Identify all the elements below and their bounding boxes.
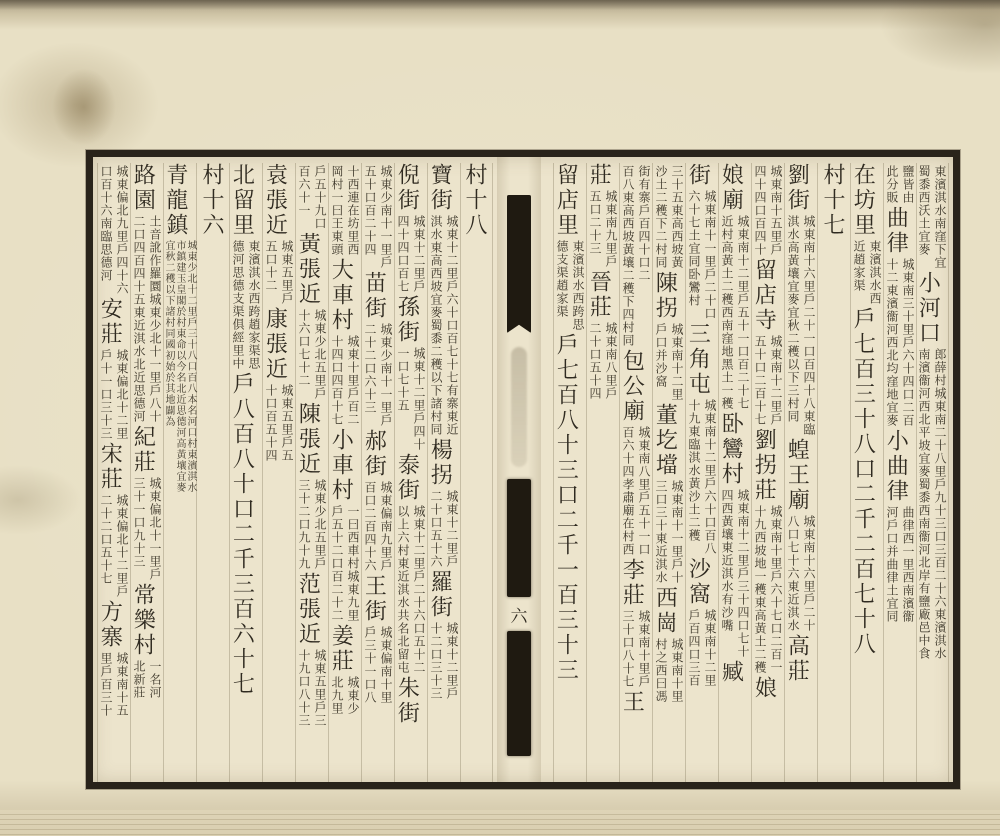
annotation-line: 城東南十六里戶二十一口百四十八東臨 — [802, 215, 816, 436]
entry-name: 三角屯 — [686, 322, 712, 397]
text-column — [784, 163, 817, 782]
entry-name: 戶七百三十八口二千二百七十八 — [851, 307, 877, 657]
entry-name: 路園 — [131, 163, 157, 213]
annotation-line: 城東南十二里 — [703, 609, 717, 687]
annotation-line: 城東五里戶五 — [280, 384, 294, 462]
annotation-line: 城東南十二里戶五十一口百二十七 — [736, 215, 750, 410]
entry-name: 莊 — [587, 163, 613, 188]
text-column — [916, 163, 949, 782]
annotation-line: 戶五十二口百二十二 — [330, 505, 344, 622]
text-column — [427, 163, 460, 782]
annotation — [329, 505, 361, 622]
entry-name: 安莊 — [98, 297, 124, 347]
annotation-line: 街有寨戶百四十口二 — [637, 165, 651, 282]
entry-name: 卧鸞村 — [719, 412, 745, 487]
annotation-line: 德河思德支渠俱經里中 — [231, 240, 245, 370]
annotation-line: 一口七十五 — [396, 347, 410, 412]
annotation-line: 城東十二里戶 — [445, 622, 459, 700]
annotation-line: 城東南十二里戶三十四口七十 — [736, 489, 750, 658]
entry-name: 姜莊 — [329, 624, 355, 674]
entry-name: 朱街 — [395, 676, 421, 726]
annotation-line: 八口七十六東近淇水 — [786, 515, 800, 632]
text-column — [295, 163, 328, 782]
annotation-line: 城東南十五里戶 — [769, 165, 783, 256]
annotation — [884, 506, 916, 623]
annotation-line: 城東南八里戶五十一口 — [637, 426, 651, 556]
annotation — [395, 347, 427, 451]
entry-name: 陳拐 — [653, 271, 679, 321]
annotation — [587, 190, 619, 268]
entry-name: 留店里 — [554, 163, 580, 238]
entry-name: 郝街 — [362, 429, 388, 479]
printed-frame — [86, 150, 960, 789]
annotation — [362, 626, 394, 704]
entry-name: 袁張近 — [263, 163, 289, 238]
annotation — [362, 481, 394, 572]
annotation-line: 五十口二百十七 — [753, 335, 767, 426]
text-column — [361, 163, 394, 782]
annotation-line: 二十口五十四 — [588, 322, 602, 400]
annotation — [98, 349, 130, 440]
annotation-line: 十九口八十三 — [297, 649, 311, 727]
annotation — [686, 609, 718, 687]
entry-name: 陳張近 — [296, 402, 322, 477]
annotation — [131, 477, 163, 581]
annotation-line: 口百十六南臨思德河 — [99, 165, 113, 282]
entry-name: 楊拐 — [428, 438, 454, 488]
annotation — [620, 610, 652, 688]
entry-name: 曲律 — [884, 206, 910, 256]
annotation — [785, 515, 817, 632]
annotation — [752, 335, 784, 426]
text-column — [163, 163, 196, 782]
text-column — [850, 163, 883, 782]
annotation — [98, 165, 130, 295]
folio-number: 六 — [510, 606, 528, 626]
annotation-line: 此分販 — [885, 165, 899, 204]
annotation-line: 岡村一曰王東頭 — [330, 165, 344, 256]
annotation — [916, 348, 948, 660]
annotation-line: 近村高黃土二穫西南窪地黑土一穫 — [720, 215, 734, 410]
annotation-line: 北九里 — [330, 676, 344, 715]
annotation — [653, 323, 685, 401]
annotation-line: 東濱淇水西跨趙家渠思 — [247, 240, 261, 370]
annotation-line: 十二東濱衞河西北均窪地宜麥 — [885, 258, 899, 427]
annotation-line: 蜀黍西沃土宜麥 — [917, 165, 931, 256]
entry-name: 王 — [620, 690, 646, 715]
annotation-line: 二口四百四十五東近淇水北近思德河 — [132, 215, 146, 423]
text-column — [883, 163, 916, 782]
annotation — [620, 426, 652, 556]
annotation-line: 城東偏南十里 — [379, 626, 393, 704]
annotation-line: 城東少 — [346, 676, 360, 715]
entry-name: 李莊 — [620, 558, 646, 608]
annotation-line: 城東南三十里戶六十四口二百 — [901, 258, 915, 427]
entry-name: 村十六 — [200, 163, 225, 238]
entry-name: 羅街 — [428, 570, 454, 620]
annotation-line: 五十口百二十四 — [363, 165, 377, 256]
annotation-line: 河戶口并曲律土宜同 — [885, 506, 899, 623]
entry-name: 劉街 — [785, 163, 811, 213]
annotation-line: 百六十四孝肅廟在村西 — [621, 426, 635, 556]
annotation-line: 城東南十一里戶十 — [670, 480, 684, 584]
annotation-line: 十九東臨淇水黃沙土二穫 — [687, 399, 701, 542]
annotation — [98, 494, 130, 598]
annotation-line: 東濱淇水西跨思 — [571, 240, 585, 331]
entry-name: 村十七 — [821, 163, 846, 238]
annotation-line: 城東少南十一里戶 — [379, 165, 393, 269]
annotation-line: 二十口五十六 — [429, 490, 443, 568]
annotation-line: 城東十二里戶四十 — [412, 347, 426, 451]
annotation-line: 南濱衞河西北平坡宜麥蜀黍西南衞河北岸有鹽廠邑中食 — [917, 348, 931, 660]
annotation — [653, 165, 685, 269]
annotation-line: 鹽皆由 — [901, 165, 915, 204]
annotation — [131, 215, 163, 423]
annotation-line: 郎薛村城東南二十八里戶九十三口三百二十六東濱淇水 — [933, 348, 947, 660]
entry-name: 苗街 — [362, 271, 388, 321]
annotation — [230, 240, 262, 370]
annotation-line: 城東偏北十二里 — [115, 349, 129, 440]
entry-name: 村十八 — [463, 163, 488, 238]
entry-name: 戶七百八十三口二千一百三十三 — [554, 333, 580, 683]
annotation-line: 城東偏北十一里戶 — [148, 477, 162, 581]
annotation-line: 近趙家渠 — [852, 240, 866, 292]
annotation-line: 百口二百四十六 — [363, 481, 377, 572]
annotation-line: 戶五十九口 — [313, 165, 327, 230]
entry-name: 大車村 — [329, 258, 355, 333]
annotation — [263, 240, 295, 305]
entry-name: 方寨 — [98, 600, 124, 650]
text-column — [751, 163, 784, 782]
entry-name: 王街 — [362, 574, 388, 624]
entry-name: 留店寺 — [752, 258, 778, 333]
text-column — [97, 163, 130, 782]
entry-name: 宋莊 — [98, 442, 124, 492]
text-column — [718, 163, 751, 782]
annotation — [587, 322, 619, 400]
annotation-line: 戶三十一口八 — [363, 626, 377, 704]
entry-name: 晉莊 — [587, 270, 613, 320]
entry-name: 孫街 — [395, 295, 421, 345]
annotation-line: 三口三十東近淇水 — [654, 480, 668, 584]
annotation — [98, 652, 130, 717]
entry-name: 在坊里 — [851, 163, 877, 238]
entry-name: 包公廟 — [620, 349, 646, 424]
annotation — [428, 622, 460, 700]
annotation-line: 城東南十里戶 — [637, 610, 651, 688]
annotation-line: 十二口三十三 — [429, 622, 443, 700]
annotation-line: 沙土二穫下二村同 — [654, 165, 668, 269]
annotation — [395, 505, 427, 674]
text-column — [229, 163, 262, 782]
center-gutter — [497, 157, 541, 782]
annotation — [362, 323, 394, 427]
entry-name: 蝗王廟 — [785, 438, 811, 513]
annotation-line: 城東五里戶 — [280, 240, 294, 305]
annotation — [620, 165, 652, 347]
annotation-line: 城東南十二里戶 — [769, 335, 783, 426]
annotation-line: 四西黃壤東近淇水有沙嘴 — [720, 489, 734, 632]
entry-name: 董圪壋 — [653, 403, 679, 478]
annotation-line: 里戶百三十 — [99, 652, 113, 717]
annotation — [329, 165, 361, 256]
annotation — [131, 660, 163, 699]
annotation-line: 城東十二里戶六十口百七十七有寨東近 — [445, 215, 459, 436]
annotation-line: 十九西坡地一穫東高黃土二穫 — [753, 505, 767, 674]
annotation — [884, 165, 916, 204]
entry-name: 青龍鎮 — [163, 163, 189, 238]
text-column — [460, 163, 493, 782]
annotation — [752, 165, 784, 256]
annotation-line: 土音訛作羅圜城東少北十一里戶八十 — [148, 215, 162, 423]
annotation-line: 城東南十里 — [670, 638, 684, 703]
entry-name: 街 — [686, 163, 712, 188]
annotation-line: 城東南十里戶六十七口二百一 — [769, 505, 783, 674]
annotation-line: 十四口四百十七 — [330, 335, 344, 426]
annotation-line: 三十二口九十九 — [297, 479, 311, 570]
annotation — [916, 165, 948, 269]
text-column — [652, 163, 685, 782]
left-page — [93, 157, 497, 782]
annotation-line: 城東南十五 — [115, 652, 129, 717]
annotation — [719, 489, 751, 658]
annotation — [296, 649, 328, 727]
annotation-line: 東濱淇水南窪下宜 — [933, 165, 947, 269]
text-column — [817, 163, 850, 782]
text-column — [586, 163, 619, 782]
annotation-line: 城東南十六里戶二十 — [802, 515, 816, 632]
annotation-line: 一曰西車村城東九里 — [346, 505, 360, 622]
annotation-line: 宜秋二穫以下諸村同國初始於其地闢為 — [163, 240, 174, 427]
gutter-bar-top — [507, 195, 531, 333]
annotation-line: 東濱淇水西 — [868, 240, 882, 305]
annotation — [653, 638, 685, 703]
annotation-line: 淇水東高西坡宜麥蜀黍二穫以下諸村同 — [429, 215, 443, 436]
annotation-line: 城東南十一里戶二十口 — [703, 190, 717, 320]
annotation-line: 三十五東高西坡黃 — [670, 165, 684, 269]
entry-name: 小車村 — [329, 428, 355, 503]
gutter-bar-bottom — [507, 631, 531, 756]
annotation — [296, 165, 328, 230]
text-column — [328, 163, 361, 782]
annotation-line: 戶百四口三百 — [687, 609, 701, 687]
annotation — [554, 240, 586, 331]
entry-name: 倪街 — [395, 163, 421, 213]
annotation-line: 二十二口五十七 — [99, 494, 113, 585]
annotation-line: 城東南十二里 — [670, 323, 684, 401]
annotation — [851, 240, 883, 305]
entry-name: 戶八百八十口二千三百六十七 — [230, 372, 256, 697]
annotation-line: 城東十二里戶二十六口五十二 — [412, 505, 426, 674]
entry-name: 泰街 — [395, 453, 421, 503]
annotation-line: 三十一口九十三 — [132, 477, 146, 568]
annotation-line: 德支渠趙家渠 — [555, 240, 569, 318]
annotation-line: 戶口并沙窩 — [654, 323, 668, 388]
annotation — [163, 240, 196, 493]
entry-name: 高莊 — [785, 634, 811, 684]
annotation-line: 六十七土宜同卧鸞村 — [687, 190, 701, 307]
annotation-line: 四十四口百七 — [396, 215, 410, 293]
entry-name: 寶街 — [428, 163, 454, 213]
annotation-line: 市鎮建玉皇閣於村東命以今名北近思德河高黃壤宜麥 — [174, 240, 185, 493]
text-column — [394, 163, 427, 782]
annotation — [296, 479, 328, 570]
annotation — [752, 505, 784, 674]
annotation-line: 城東十里戶百二 — [346, 335, 360, 426]
annotation-line: 城東南十二里戶六十口百八 — [703, 399, 717, 555]
entry-name: 康張近 — [263, 307, 289, 382]
text-column — [685, 163, 718, 782]
gutter-bar-middle — [507, 479, 531, 597]
annotation-line: 四十四口百四十 — [753, 165, 767, 256]
annotation-line: 三十口八十七 — [621, 610, 635, 688]
annotation-line: 城東南九里戶 — [604, 190, 618, 268]
annotation-line: 五口十二 — [264, 240, 278, 292]
annotation-line: 十口百五十四 — [264, 384, 278, 462]
annotation — [428, 490, 460, 568]
entry-name: 北留里 — [230, 163, 256, 238]
annotation-line: 城東少南十一里戶 — [379, 323, 393, 427]
paper-stain — [52, 68, 116, 146]
annotation-line: 城東十二里戶 — [445, 490, 459, 568]
entry-name: 范張近 — [296, 572, 322, 647]
annotation-line: 城東偏北九里戶四十六 — [115, 165, 129, 295]
annotation — [395, 215, 427, 293]
annotation-line: 城東少北十二里戶三十八口百八本名河口村東濱淇水 — [185, 240, 196, 493]
annotation — [785, 215, 817, 436]
annotation-line: 十六口七十二 — [297, 309, 311, 387]
entry-name: 小曲律 — [884, 429, 910, 504]
annotation-line: 城東南八里戶 — [604, 322, 618, 400]
annotation — [653, 480, 685, 584]
top-shadow — [0, 0, 1000, 10]
annotation — [686, 190, 718, 320]
annotation — [296, 309, 328, 400]
annotation-line: 城東少北五里戶 — [313, 309, 327, 400]
annotation-line: 戶十一口三十三 — [99, 349, 113, 440]
annotation — [329, 335, 361, 426]
annotation-line: 城東五里戶三 — [313, 649, 327, 727]
annotation-line: 城東少北五里戶 — [313, 479, 327, 570]
entry-name: 西崗 — [653, 586, 679, 636]
entry-name: 小河口 — [916, 271, 942, 346]
entry-name: 黃張近 — [296, 232, 322, 307]
annotation-line: 淇水高黃壤宜麥宜秋二穫以下三村同 — [786, 215, 800, 423]
annotation — [329, 676, 361, 715]
right-page — [541, 157, 953, 782]
annotation-line: 十西連在坊里西 — [346, 165, 360, 256]
annotation — [263, 384, 295, 462]
entry-name: 臧 — [719, 660, 745, 685]
entry-name: 紀莊 — [131, 425, 157, 475]
annotation — [428, 215, 460, 436]
text-column — [196, 163, 229, 782]
annotation-line: 二十二口六十三 — [363, 323, 377, 414]
text-column — [553, 163, 586, 782]
annotation — [719, 215, 751, 410]
annotation — [686, 399, 718, 555]
annotation-line: 一名河 — [148, 660, 162, 699]
annotation-line: 五口二十三 — [588, 190, 602, 255]
annotation-line: 村之西曰馮 — [654, 638, 668, 703]
text-column — [619, 163, 652, 782]
entry-name: 娘 — [752, 676, 778, 701]
entry-name: 劉拐莊 — [752, 428, 778, 503]
annotation-line: 北新莊 — [132, 660, 146, 699]
text-column — [262, 163, 295, 782]
annotation-line: 城東偏南九里戶 — [379, 481, 393, 572]
gutter-smudge — [511, 347, 527, 467]
entry-name: 沙窩 — [686, 557, 712, 607]
annotation — [884, 258, 916, 427]
entry-name: 常樂村 — [131, 583, 157, 658]
annotation-line: 百八東高西坡黃壤二穫下四村同 — [621, 165, 635, 347]
annotation-line: 城東偏北十二里戶 — [115, 494, 129, 598]
annotation-line: 以上六村東近淇水共名北留屯 — [396, 505, 410, 674]
entry-name: 娘廟 — [719, 163, 745, 213]
annotation-line: 曲律西一里西南濱衞 — [901, 506, 915, 623]
annotation-line: 城東十二里戶 — [412, 215, 426, 293]
text-column — [130, 163, 163, 782]
annotation — [362, 165, 394, 269]
annotation-line: 百六十一 — [297, 165, 311, 217]
page-edge-stripes — [0, 810, 1000, 836]
